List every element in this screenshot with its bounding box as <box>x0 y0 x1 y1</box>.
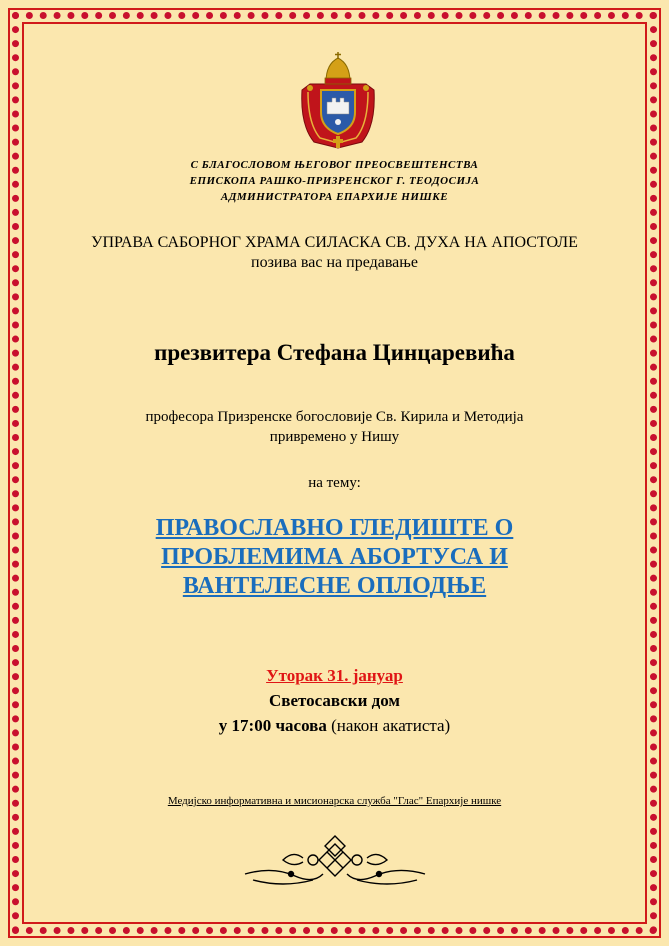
lecturer-name: презвитера Стефана Цинцаревића <box>154 340 515 365</box>
topic-line: ВАНТЕЛЕСНЕ ОПЛОДЊЕ <box>182 573 487 599</box>
blessing-line: АДМИНИСТРАТОРА ЕПАРХИЈЕ НИШКЕ <box>220 191 449 203</box>
organizer-text <box>30 233 639 273</box>
footer-credit: Медијско информативна и мисионарска служба "Глас" Епархије нишке <box>167 795 502 807</box>
topic-line: ПРОБЛЕМИМА АБОРТУСА И <box>161 544 508 570</box>
organizer-name: УПРАВА САБОРНОГ ХРАМА СИЛАСКА СВ. ДУХА НА АПОСТОЛЕ <box>91 234 578 251</box>
invitation-phrase: позива вас на предавање <box>251 254 418 271</box>
event-time <box>30 716 639 736</box>
lecturer-title-line: професора Призренске богословије Св. Кирила и Методија <box>145 409 524 425</box>
blessing-line: ЕПИСКОПА РАШКО-ПРИЗРЕНСКОГ Г. ТЕОДОСИЈА <box>189 175 480 187</box>
event-time-note: (након акатиста) <box>331 716 451 735</box>
invitation-content <box>30 40 639 916</box>
ornament-icon <box>243 830 427 890</box>
topic-label: на тему: <box>308 475 361 491</box>
lecturer-title-line: привремено у Нишу <box>269 429 400 445</box>
blessing-text <box>30 157 639 205</box>
blessing-line: С БЛАГОСЛОВОМ ЊЕГОВОГ ПРЕОСВЕШТЕНСТВА <box>190 159 479 171</box>
lecture-topic <box>30 514 639 601</box>
event-venue: Светосавски дом <box>268 691 400 710</box>
lecturer-title <box>30 407 639 447</box>
event-date: Уторак 31. јануар <box>266 666 403 685</box>
coat-of-arms-icon <box>296 50 380 150</box>
topic-line: ПРАВОСЛАВНО ГЛЕДИШТЕ О <box>155 515 514 541</box>
event-time-value: у 17:00 часова <box>218 716 327 735</box>
